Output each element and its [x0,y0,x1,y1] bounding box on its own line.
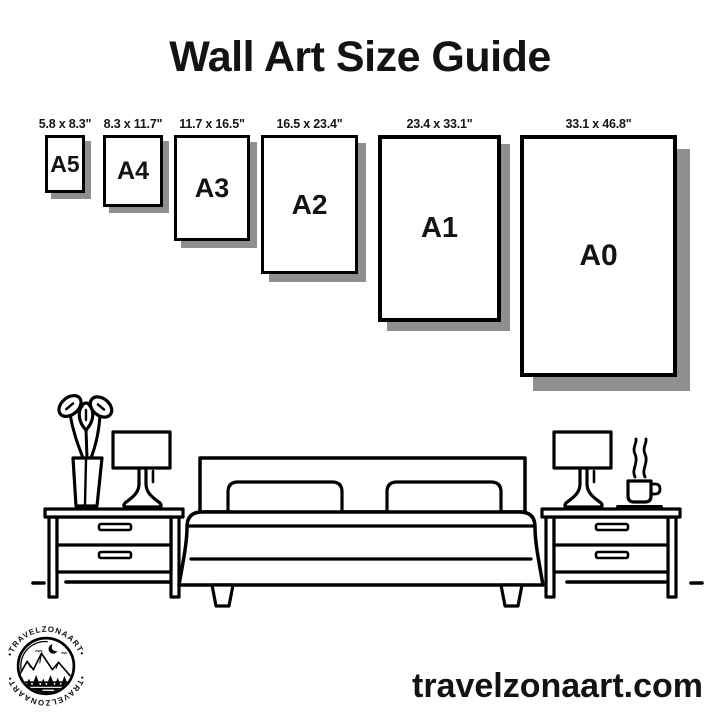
size-name-label: A0 [579,239,618,272]
website-text: travelzonaart.com [412,667,703,705]
size-name-label: A2 [291,188,328,220]
drawer-handle-icon [99,524,131,530]
coffee-cup-icon [618,439,661,507]
size-dimensions-label: 33.1 x 46.8" [565,117,632,131]
brand-logo [1,621,91,711]
right-table-lamp-icon [554,432,611,507]
size-name-label: A4 [117,156,149,185]
logo-ring-text-top: •TRAVELZONAART• [5,624,87,658]
pillow-icon [387,482,501,513]
logo-ring-text-bottom: •TRAVELZONAART• [5,674,87,708]
page-title: Wall Art Size Guide [169,33,551,81]
double-bed [179,458,543,606]
size-dimensions-label: 8.3 x 11.7" [103,117,163,131]
size-name-label: A3 [194,172,230,203]
bed-foot [501,585,522,606]
drawer-handle-icon [596,524,628,530]
plant-vase-icon [55,391,116,506]
size-name-label: A1 [420,212,459,244]
drawer-handle-icon [99,552,131,558]
size-dimensions-label: 16.5 x 23.4" [276,117,343,131]
bed-foot [212,585,233,606]
pillow-icon [228,482,342,513]
size-dimensions-label: 5.8 x 8.3" [38,117,92,131]
drawer-handle-icon [596,552,628,558]
size-dimensions-label: 11.7 x 16.5" [179,117,245,131]
size-dimensions-label: 23.4 x 33.1" [406,117,473,131]
size-name-label: A5 [50,150,80,177]
left-table-lamp-icon [113,432,170,507]
